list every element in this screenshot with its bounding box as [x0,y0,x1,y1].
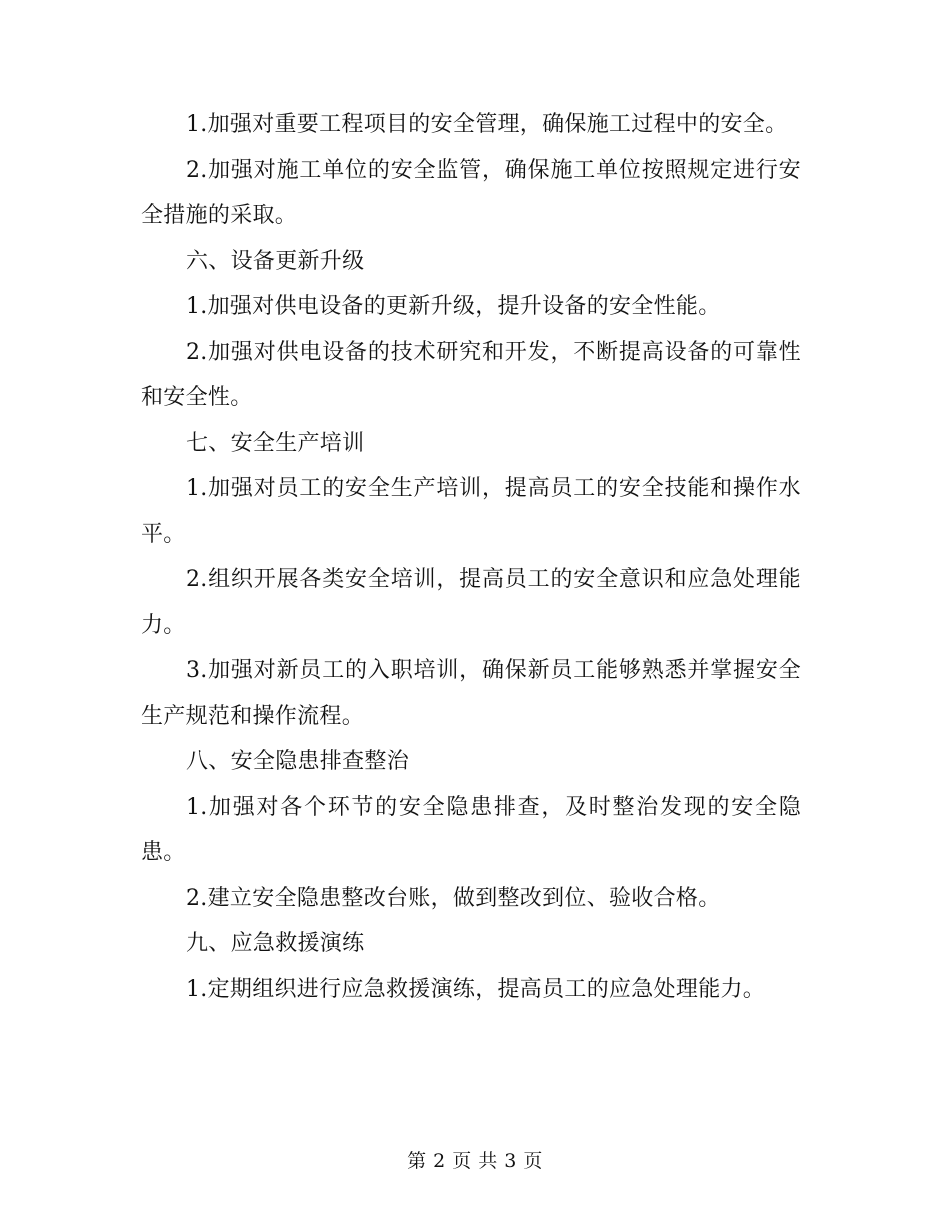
paragraph-item: 1.定期组织进行应急救援演练，提高员工的应急处理能力。 [186,976,766,1002]
paragraph-item: 1.加强对重要工程项目的安全管理，确保施工过程中的安全。 [186,112,788,137]
paragraph-item: 2.加强对供电设备的技术研究和开发，不断提高设备的可靠性和安全性。 [141,339,801,410]
paragraph-item: 1.加强对员工的安全生产培训，提高员工的安全技能和操作水平。 [141,476,801,547]
paragraph-item: 1.加强对各个环节的安全隐患排查，及时整治发现的安全隐患。 [141,794,801,865]
paragraph-item: 2.建立安全隐患整改台账，做到整改到位、验收合格。 [186,885,721,911]
paragraph-item: 3.加强对新员工的入职培训，确保新员工能够熟悉并掌握安全生产规范和操作流程。 [141,658,801,729]
section-heading: 七、安全生产培训 [186,430,365,456]
document-body [141,102,801,1012]
section-heading: 九、应急救援演练 [186,931,365,956]
page-footer: 第 2 页 共 3 页 [407,1150,543,1172]
section-heading: 六、设备更新升级 [186,248,365,274]
paragraph-item: 1.加强对供电设备的更新升级，提升设备的安全性能。 [186,294,721,319]
paragraph-item: 2.组织开展各类安全培训，提高员工的安全意识和应急处理能力。 [141,567,801,638]
section-heading: 八、安全隐患排查整治 [186,749,410,774]
paragraph-item: 2.加强对施工单位的安全监管，确保施工单位按照规定进行安全措施的采取。 [141,157,801,228]
